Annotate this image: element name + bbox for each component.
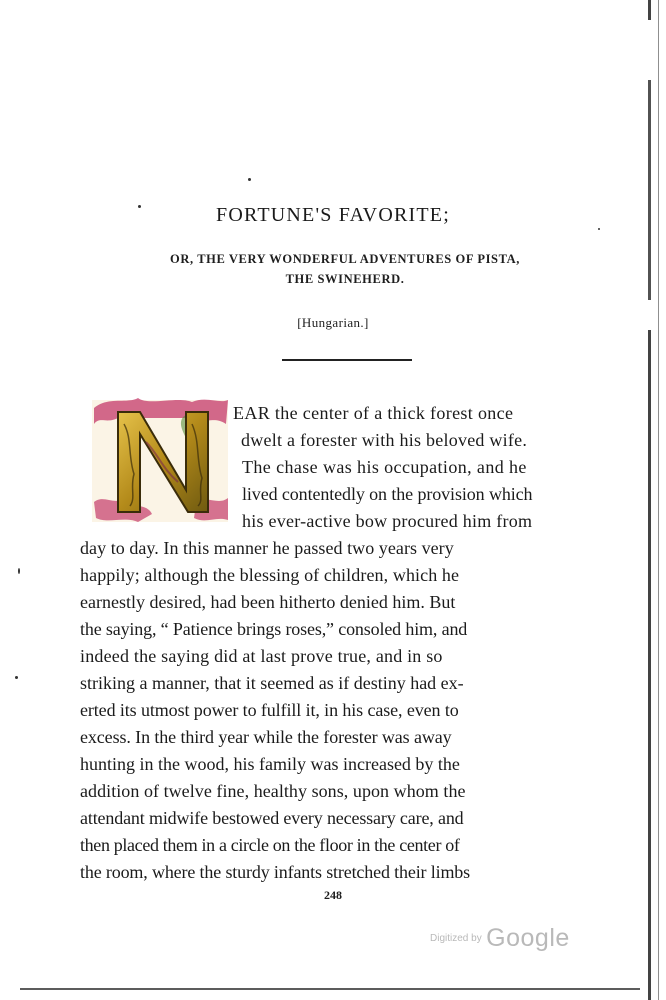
chapter-title: FORTUNE'S FAVORITE; (216, 204, 450, 226)
body-line: the saying, “ Patience brings roses,” consoled him, and (80, 619, 468, 639)
body-line: earnestly desired, had been hitherto denied him. But (80, 592, 456, 612)
body-line: The chase was his occupation, and he (242, 457, 527, 477)
body-line: happily; although the blessing of children, which he (80, 565, 460, 585)
illuminated-drop-cap (88, 394, 234, 526)
body-line: the room, where the sturdy infants stretched their limbs (80, 862, 470, 882)
body-line: hunting in the wood, his family was increased by the (80, 754, 460, 774)
bottom-edge-line (20, 988, 640, 990)
subtitle-line-2: THE SWINEHERD. (285, 272, 405, 286)
body-line: EAR the center of a thick forest once (233, 403, 514, 423)
body-line: addition of twelve fine, healthy sons, upon whom the (80, 781, 466, 801)
digitized-watermark (430, 924, 570, 953)
ink-speck (248, 178, 251, 181)
body-line: his ever-active bow procured him from (242, 511, 533, 531)
body-line: then placed them in a circle on the floor in the center of (80, 835, 460, 855)
title-rule (282, 359, 412, 361)
watermark-prefix: Digitized by (430, 933, 482, 944)
body-line: lived contentedly on the provision which (242, 484, 533, 504)
page-edge-line (658, 0, 659, 1000)
body-line: erted its utmost power to fulfill it, in his case, even to (80, 700, 459, 720)
body-line: attendant midwife bestowed every necessary care, and (80, 808, 464, 828)
page-number: 248 (324, 888, 342, 902)
body-line: day to day. In this manner he passed two years very (80, 538, 454, 558)
page-edge-shadow (648, 0, 651, 1000)
subtitle-line-1: OR, THE VERY WONDERFUL ADVENTURES OF PISTA, (170, 252, 520, 266)
chapter-subtitle (100, 249, 590, 289)
watermark-logo: Google (486, 924, 570, 952)
tale-origin: [Hungarian.] (297, 315, 369, 330)
body-line: excess. In the third year while the forester was away (80, 727, 452, 747)
ink-speck (598, 228, 600, 230)
body-line: indeed the saying did at last prove true, and in so (80, 646, 443, 666)
body-line: striking a manner, that it seemed as if destiny had ex- (80, 673, 464, 693)
body-line: dwelt a forester with his beloved wife. (241, 430, 528, 450)
ink-speck (18, 568, 20, 574)
ink-speck (15, 676, 18, 679)
